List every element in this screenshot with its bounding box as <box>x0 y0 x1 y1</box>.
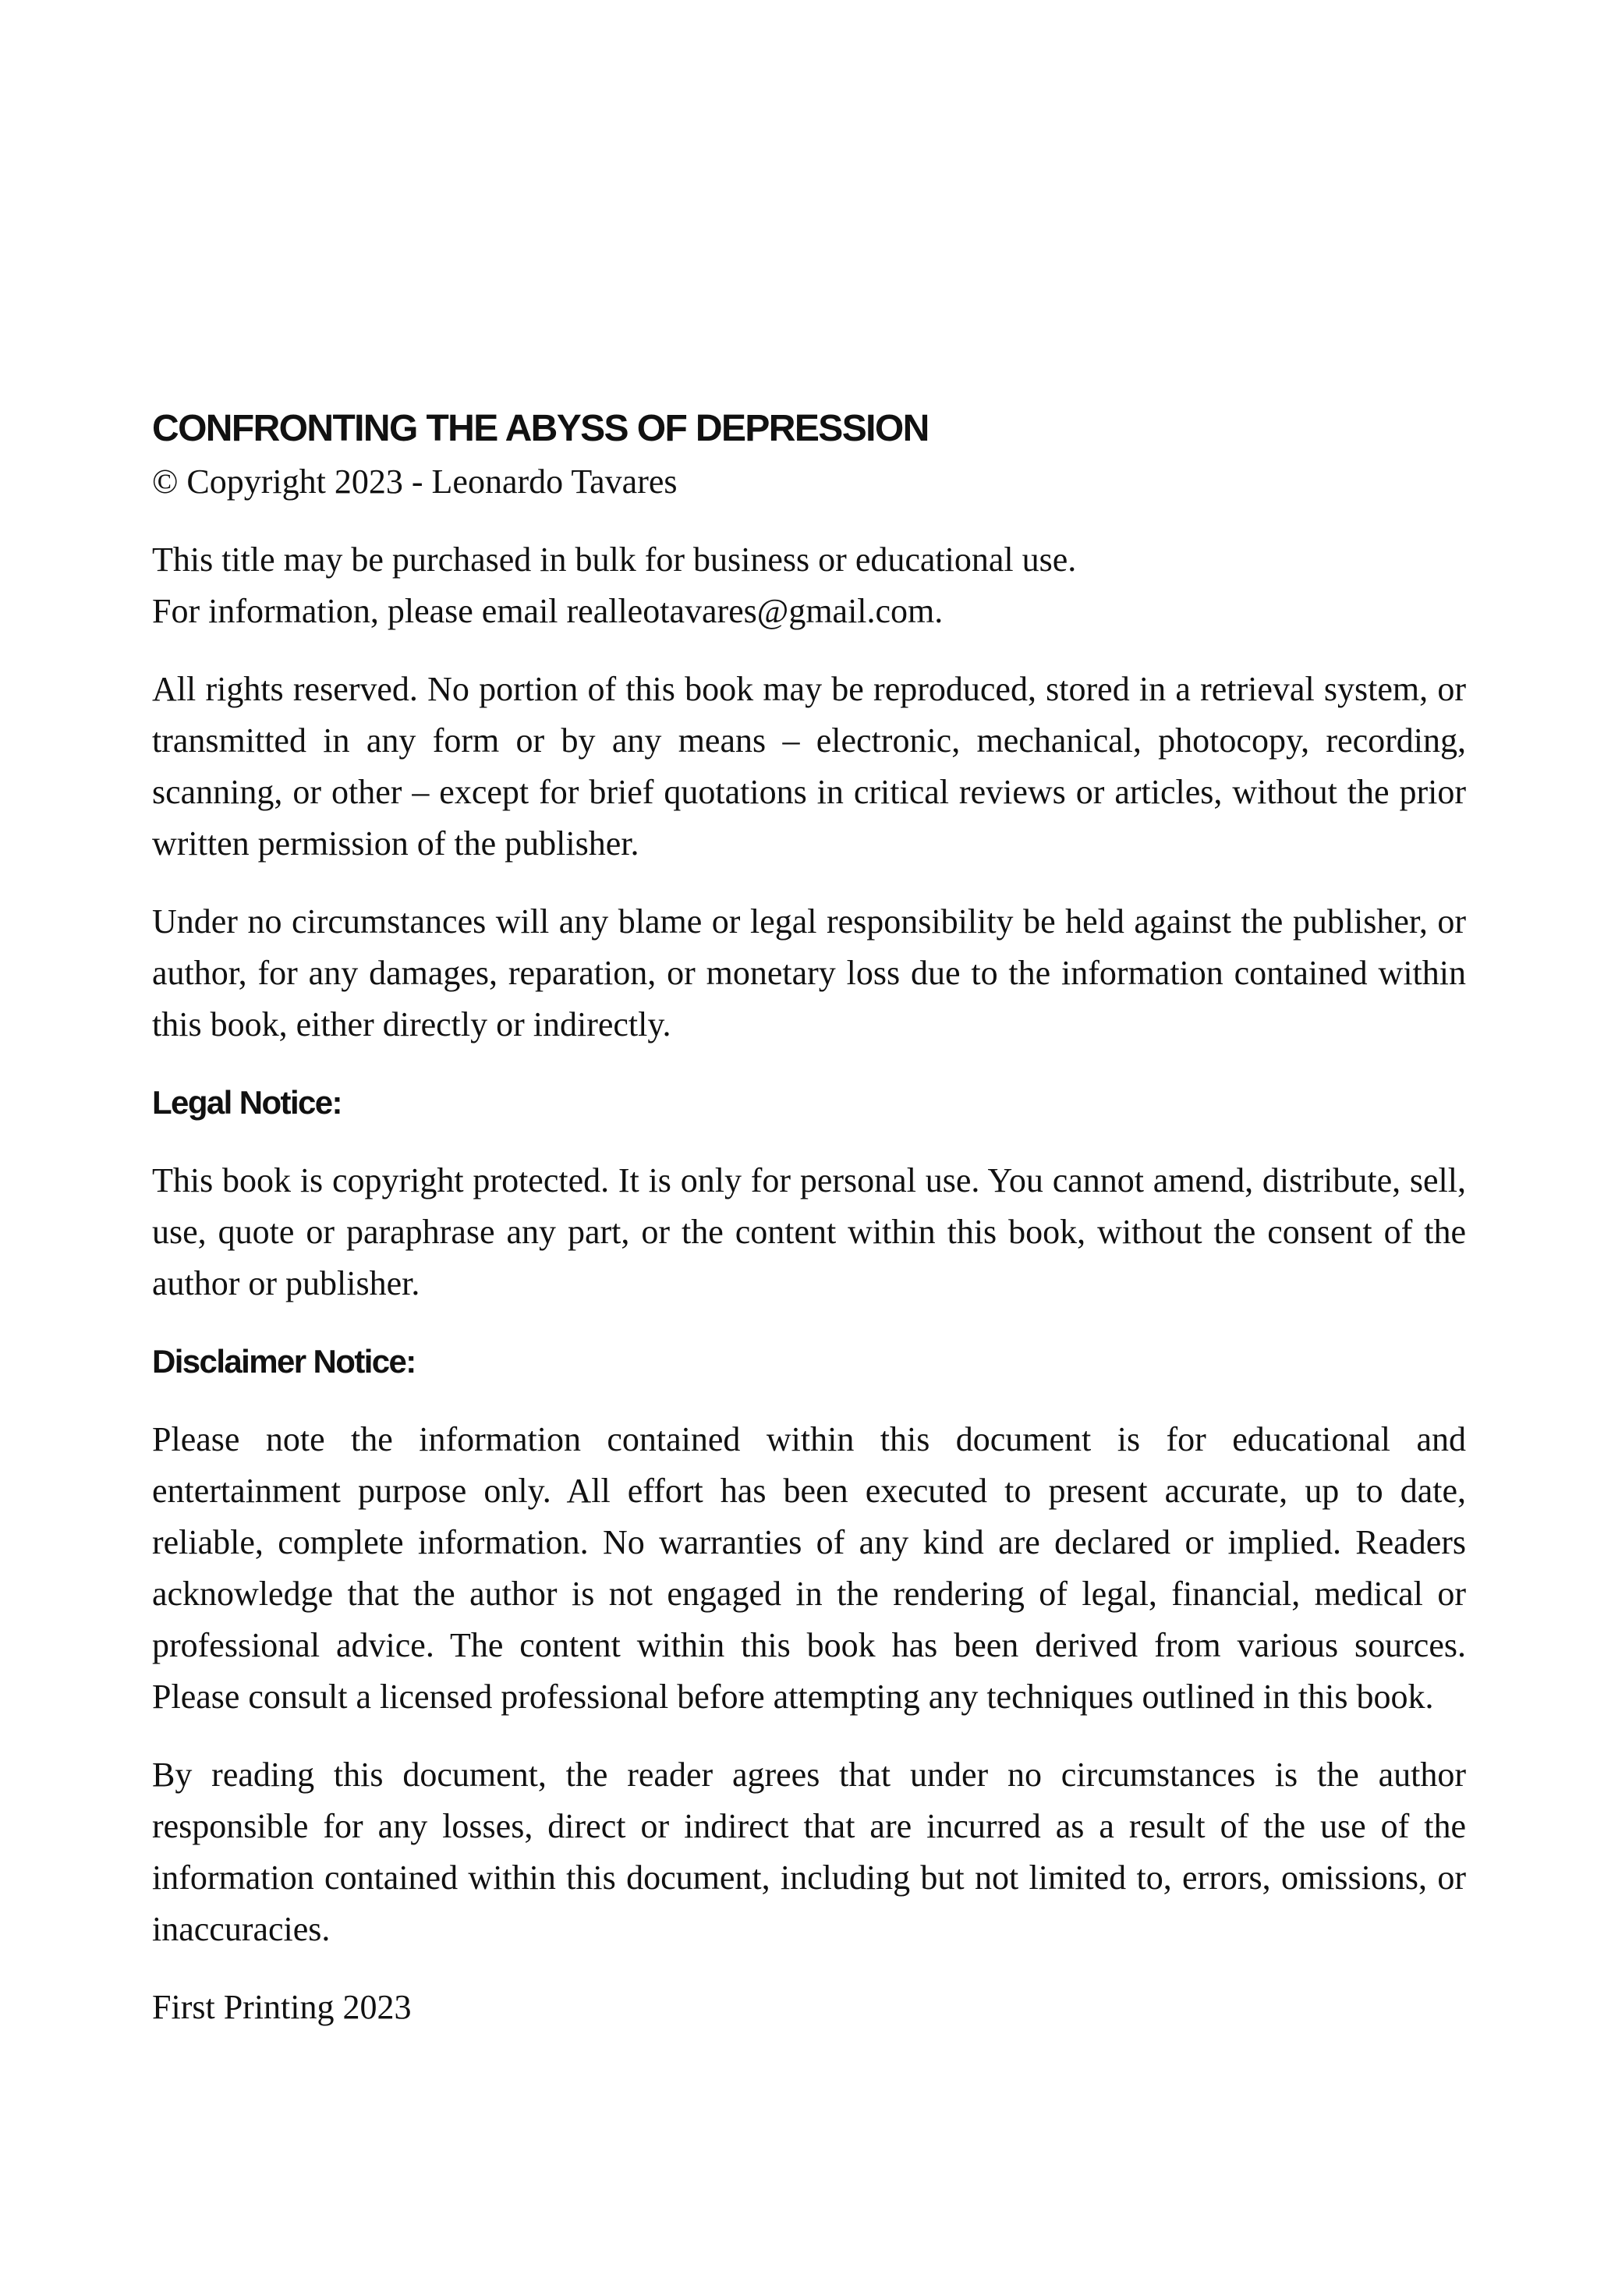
bulk-purchase-line: This title may be purchased in bulk for business or educational use. <box>152 540 1077 579</box>
bulk-purchase-info <box>152 534 1466 637</box>
legal-notice-heading: Legal Notice: <box>152 1084 342 1121</box>
copyright-line: © Copyright 2023 - Leonardo Tavares <box>152 462 678 501</box>
copyright-page <box>152 402 1466 2060</box>
agreement-paragraph: By reading this document, the reader agrees that under no circumstances is the author responsible for any losses, direct or indirect that are incurred as a result of the use of the information contained within this document, including but not limited to, errors, omissions, or inaccuracies. <box>152 1756 1466 1948</box>
disclaimer-notice-heading: Disclaimer Notice: <box>152 1343 416 1380</box>
liability-paragraph: Under no circumstances will any blame or legal responsibility be held against the publisher, or author, for any damages, reparation, or monetary loss due to the information contained within this book, either directly or indirectly. <box>152 902 1466 1043</box>
contact-email-line: For information, please email realleotavares@gmail.com. <box>152 592 944 630</box>
first-printing: First Printing 2023 <box>152 1988 412 2026</box>
disclaimer-paragraph: Please note the information contained within this document is for educational and entertainment purpose only. All effort has been executed to present accurate, up to date, reliable, complete information. No warranties of any kind are declared or implied. Readers acknowledge that the author is not engaged in the rendering of legal, financial, medical or professional advice. The content within this book has been derived from various sources. Please consult a licensed professional before attempting any techniques outlined in this book. <box>152 1420 1466 1716</box>
book-title: CONFRONTING THE ABYSS OF DEPRESSION <box>152 408 929 449</box>
rights-reserved-paragraph: All rights reserved. No portion of this book may be reproduced, stored in a retrieval system, or transmitted in any form or by any means – electronic, mechanical, photocopy, recording, scanning, or other – except for brief quotations in critical reviews or articles, without the prior written permission of the publisher. <box>152 670 1466 863</box>
legal-notice-paragraph: This book is copyright protected. It is only for personal use. You cannot amend, distribute, sell, use, quote or paraphrase any part, or the content within this book, without the consent of the author or publisher. <box>152 1161 1466 1302</box>
